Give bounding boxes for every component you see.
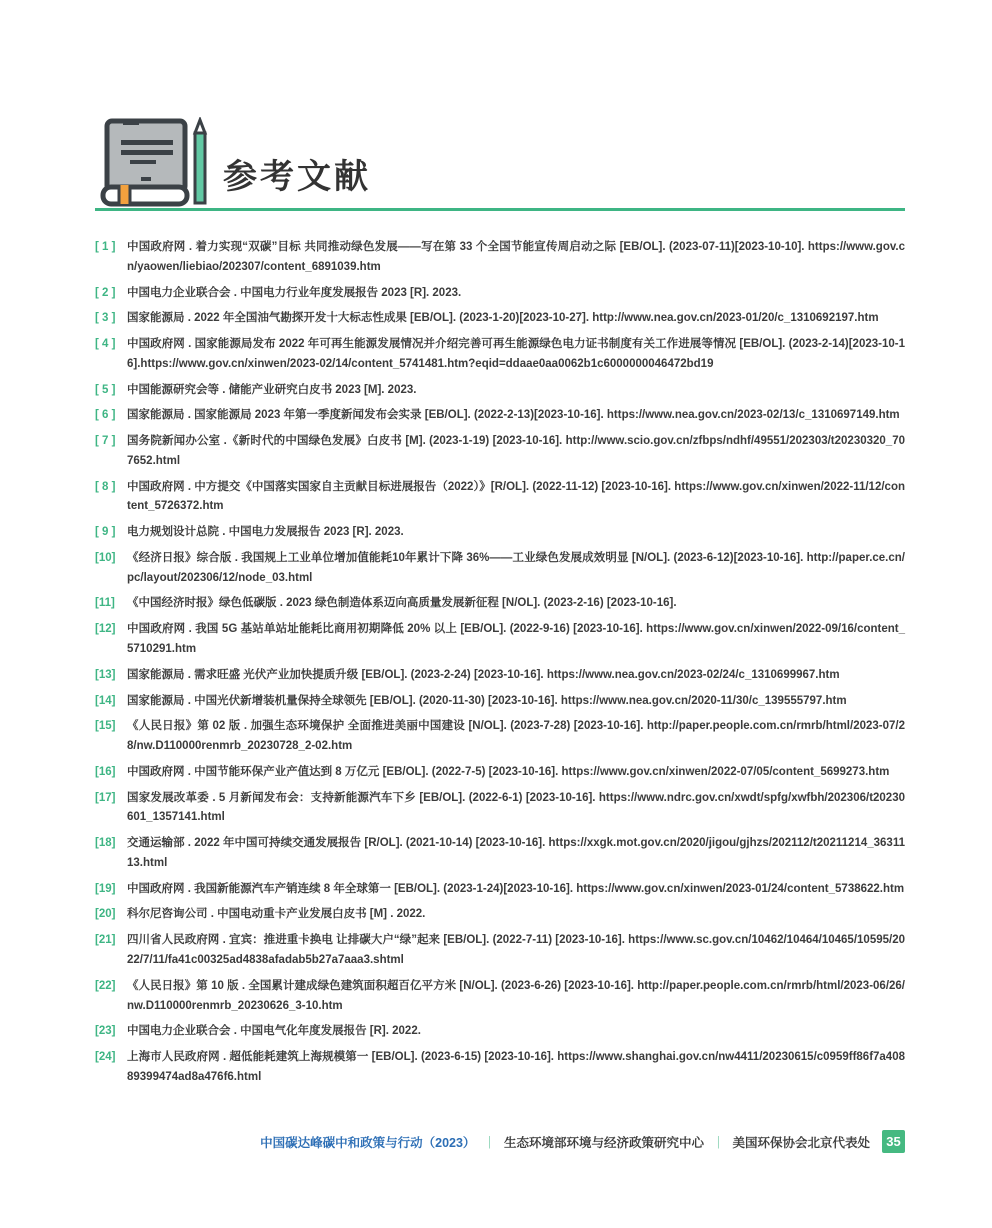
reference-text: 《经济日报》综合版 . 我国规上工业单位增加值能耗10年累计下降 36%——工业绿色发展成效明显 [N/OL]. (2023-6-12)[2023-10-16]. http://paper.ce.cn/pc/layout/202306/12/node_03.html xyxy=(127,551,905,584)
reference-item xyxy=(95,666,905,686)
reference-text: 电力规划设计总院 . 中国电力发展报告 2023 [R]. 2023. xyxy=(127,526,404,539)
reference-number: [ 8 ] xyxy=(95,480,116,493)
reference-number: [18] xyxy=(95,837,116,850)
reference-number: [15] xyxy=(95,720,116,733)
reference-item xyxy=(95,432,905,472)
reference-item xyxy=(95,931,905,971)
reference-item xyxy=(95,905,905,925)
reference-number: [ 5 ] xyxy=(95,383,116,396)
footer-separator: ｜ xyxy=(711,1135,725,1150)
reference-number: [23] xyxy=(95,1025,116,1038)
reference-number: [24] xyxy=(95,1051,116,1064)
reference-text: 《人民日报》第 02 版 . 加强生态环境保护 全面推进美丽中国建设 [N/OL]. (2023-7-28) [2023-10-16]. http://paper.people.com.cn/rmrb/html/2023-07/28/nw.D110000renmrb_20230728_2-02.htm xyxy=(127,720,905,753)
footer-org-edf-beijing: 美国环保协会北京代表处 xyxy=(732,1135,870,1150)
book-and-pencil-icon xyxy=(97,117,213,214)
reference-text: 四川省人民政府网 . 宜宾：推进重卡换电 让排碳大户“绿”起来 [EB/OL]. (2022-7-11) [2023-10-16]. https://www.sc.gov.cn/10462/10464/10465/10595/2022/7/11/fa41c00325ad4838afadab5b27a7aaa3.shtml xyxy=(127,934,905,966)
reference-item xyxy=(95,549,905,589)
reference-item xyxy=(95,309,905,329)
footer-report-title: 中国碳达峰碳中和政策与行动（2023） xyxy=(260,1135,476,1150)
reference-item xyxy=(95,478,905,518)
reference-number: [17] xyxy=(95,791,116,804)
reference-text: 中国能源研究会等 . 储能产业研究白皮书 2023 [M]. 2023. xyxy=(127,383,417,396)
reference-item xyxy=(95,406,905,426)
reference-text: 上海市人民政府网 . 超低能耗建筑上海规模第一 [EB/OL]. (2023-6-15) [2023-10-16]. https://www.shanghai.gov.cn/nw4411/20230615/c0959ff86f7a40889399474ad8a476f6.html xyxy=(127,1051,905,1083)
reference-number: [22] xyxy=(95,979,116,992)
reference-item xyxy=(95,381,905,401)
reference-number: [19] xyxy=(95,882,116,895)
reference-number: [ 6 ] xyxy=(95,409,116,422)
header-divider xyxy=(95,208,905,211)
reference-item xyxy=(95,335,905,375)
reference-item xyxy=(95,594,905,614)
page-title: 参考文献 xyxy=(223,158,371,196)
reference-text: 中国政府网 . 我国新能源汽车产销连续 8 年全球第一 [EB/OL]. (2023-1-24)[2023-10-16]. https://www.gov.cn/xinwen/2023-01/24/content_5738622.htm xyxy=(127,882,905,895)
reference-item xyxy=(95,1048,905,1088)
reference-text: 交通运输部 . 2022 年中国可持续交通发展报告 [R/OL]. (2021-10-14) [2023-10-16]. https://xxgk.mot.gov.cn/2020/jigou/gjhzs/202112/t20211214_3631113.html xyxy=(127,837,905,869)
reference-text: 科尔尼咨询公司 . 中国电动重卡产业发展白皮书 [M] . 2022. xyxy=(127,908,426,921)
reference-item xyxy=(95,238,905,278)
reference-text: 《人民日报》第 10 版 . 全国累计建成绿色建筑面积超百亿平方米 [N/OL]. (2023-6-26) [2023-10-16]. http://paper.people.com.cn/rmrb/html/2023-06/26/nw.D110000renmrb_20230626_3-10.htm xyxy=(127,979,905,1012)
reference-number: [14] xyxy=(95,694,116,707)
reference-text: 中国政府网 . 中国节能环保产业产值达到 8 万亿元 [EB/OL]. (2022-7-5) [2023-10-16]. https://www.gov.cn/xinwen/2022-07/05/content_5699273.htm xyxy=(127,765,890,778)
reference-item xyxy=(95,284,905,304)
reference-item xyxy=(95,880,905,900)
reference-item xyxy=(95,620,905,660)
reference-number: [ 3 ] xyxy=(95,312,116,325)
reference-text: 国务院新闻办公室 .《新时代的中国绿色发展》白皮书 [M]. (2023-1-19) [2023-10-16]. http://www.scio.gov.cn/zfbps/ndhf/49551/202303/t20230320_707652.html xyxy=(127,435,905,467)
references-header xyxy=(95,115,905,211)
reference-item xyxy=(95,1022,905,1042)
reference-number: [12] xyxy=(95,623,116,636)
reference-text: 《中国经济时报》绿色低碳版 . 2023 绿色制造体系迈向高质量发展新征程 [N/OL]. (2023-2-16) [2023-10-16]. xyxy=(127,597,677,610)
reference-number: [10] xyxy=(95,551,116,564)
reference-number: [13] xyxy=(95,668,116,681)
reference-number: [ 2 ] xyxy=(95,286,116,299)
reference-text: 国家能源局 . 中国光伏新增装机量保持全球领先 [EB/OL]. (2020-11-30) [2023-10-16]. https://www.nea.gov.cn/2020-11/30/c_139555797.htm xyxy=(127,694,847,707)
reference-text: 中国政府网 . 国家能源局发布 2022 年可再生能源发展情况并介绍完善可再生能源绿色电力证书制度有关工作进展等情况 [EB/OL]. (2023-2-14)[2023-10-16].https://www.gov.cn/xinwen/2023-02/14/content_5741481.htm?eqid=ddaae0aa0062b1c6000000046472bd19 xyxy=(127,338,905,370)
reference-item xyxy=(95,717,905,757)
reference-text: 国家能源局 . 2022 年全国油气勘探开发十大标志性成果 [EB/OL]. (2023-1-20)[2023-10-27]. http://www.nea.gov.cn/2023-01/20/c_1310692197.htm xyxy=(127,312,879,325)
reference-number: [ 4 ] xyxy=(95,338,116,351)
reference-number: [21] xyxy=(95,934,116,947)
reference-number: [ 9 ] xyxy=(95,526,116,539)
reference-text: 国家能源局 . 国家能源局 2023 年第一季度新闻发布会实录 [EB/OL]. (2022-2-13)[2023-10-16]. https://www.nea.gov.cn/2023-02/13/c_1310697149.htm xyxy=(127,409,900,422)
reference-number: [11] xyxy=(95,597,115,610)
footer-org-policy-center: 生态环境部环境与经济政策研究中心 xyxy=(503,1135,704,1150)
page-footer xyxy=(95,1130,905,1153)
reference-item xyxy=(95,977,905,1017)
reference-number: [ 7 ] xyxy=(95,435,116,448)
reference-text: 中国政府网 . 着力实现“双碳”目标 共同推动绿色发展——写在第 33 个全国节能宣传周启动之际 [EB/OL]. (2023-07-11)[2023-10-10]. https://www.gov.cn/yaowen/liebiao/202307/content_6891039.htm xyxy=(127,241,905,273)
reference-item xyxy=(95,692,905,712)
reference-number: [20] xyxy=(95,908,116,921)
references-list xyxy=(95,238,905,1088)
reference-item xyxy=(95,763,905,783)
reference-text: 中国电力企业联合会 . 中国电气化年度发展报告 [R]. 2022. xyxy=(127,1025,421,1038)
reference-text: 国家能源局 . 需求旺盛 光伏产业加快提质升级 [EB/OL]. (2023-2-24) [2023-10-16]. https://www.nea.gov.cn/2023-02/24/c_1310699967.htm xyxy=(127,668,840,681)
footer-separator: ｜ xyxy=(483,1135,496,1150)
reference-item xyxy=(95,834,905,874)
reference-item xyxy=(95,523,905,543)
reference-text: 中国政府网 . 中方提交《中国落实国家自主贡献目标进展报告（2022）》[R/OL]. (2022-11-12) [2023-10-16]. https://www.gov.cn/xinwen/2022-11/12/content_5726372.htm xyxy=(127,480,905,513)
reference-text: 中国政府网 . 我国 5G 基站单站址能耗比商用初期降低 20% 以上 [EB/OL]. (2022-9-16) [2023-10-16]. https://www.gov.cn/xinwen/2022-09/16/content_5710291.htm xyxy=(127,623,905,656)
reference-number: [16] xyxy=(95,765,116,778)
reference-number: [ 1 ] xyxy=(95,241,116,253)
reference-item xyxy=(95,789,905,829)
reference-text: 中国电力企业联合会 . 中国电力行业年度发展报告 2023 [R]. 2023. xyxy=(127,286,462,299)
reference-text: 国家发展改革委 . 5 月新闻发布会：支持新能源汽车下乡 [EB/OL]. (2022-6-1) [2023-10-16]. https://www.ndrc.gov.cn/xwdt/spfg/xwfbh/202306/t20230601_1357141.html xyxy=(127,791,905,824)
page-number-badge: 35 xyxy=(882,1130,905,1153)
